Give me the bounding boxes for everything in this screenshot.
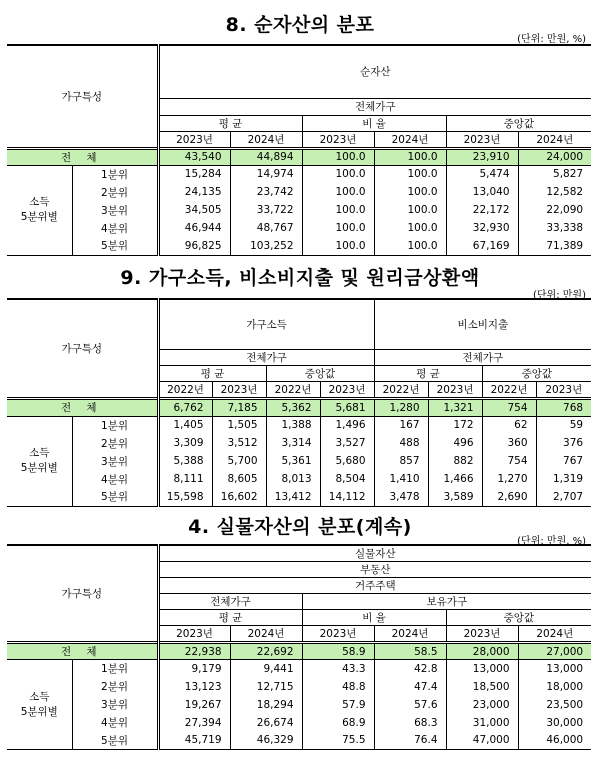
quintile-label-line2: 5분위별 [20, 705, 58, 718]
quintile-label: 5분위 [72, 488, 158, 506]
table-cell: 100.0 [374, 148, 446, 165]
table-cell: 1,466 [428, 470, 482, 488]
table-cell: 5,388 [158, 452, 212, 470]
quintile-label: 5분위 [72, 237, 158, 255]
table-cell: 67,169 [446, 237, 518, 255]
measure-header: 평 균 [374, 365, 482, 381]
table-cell: 1,270 [482, 470, 536, 488]
year-header: 2023년 [446, 626, 518, 643]
table-cell: 768 [536, 398, 591, 416]
table-cell: 46,000 [518, 732, 591, 750]
group-header: 실물자산 [158, 545, 591, 562]
quintile-label: 1분위 [72, 660, 158, 678]
table-cell: 48.8 [302, 678, 374, 696]
table-cell: 6,762 [158, 398, 212, 416]
table-cell: 1,280 [374, 398, 428, 416]
table-cell: 1,496 [320, 416, 374, 434]
year-header: 2024년 [374, 626, 446, 643]
table-cell: 28,000 [446, 643, 518, 660]
year-header: 2022년 [482, 381, 536, 398]
year-header: 2023년 [320, 381, 374, 398]
year-header: 2024년 [230, 131, 302, 148]
measure-header: 평 균 [158, 365, 266, 381]
year-header: 2024년 [230, 626, 302, 643]
table-cell: 5,700 [212, 452, 266, 470]
measure-header: 중앙값 [482, 365, 591, 381]
year-header: 2023년 [212, 381, 266, 398]
table-cell: 767 [536, 452, 591, 470]
table-cell: 42.8 [374, 660, 446, 678]
income-expenditure-table [7, 298, 591, 507]
year-header: 2022년 [374, 381, 428, 398]
table-cell: 14,112 [320, 488, 374, 506]
quintile-label: 3분위 [72, 696, 158, 714]
table-cell: 23,910 [446, 148, 518, 165]
table-cell: 22,172 [446, 201, 518, 219]
table-cell: 1,319 [536, 470, 591, 488]
table-cell: 13,123 [158, 678, 230, 696]
table-cell: 31,000 [446, 714, 518, 732]
table-cell: 15,598 [158, 488, 212, 506]
table-cell: 71,389 [518, 237, 591, 255]
subgroup-header: 부동산 [158, 562, 591, 578]
table-cell: 23,000 [446, 696, 518, 714]
table-cell: 488 [374, 434, 428, 452]
table-cell: 8,605 [212, 470, 266, 488]
table-cell: 62 [482, 416, 536, 434]
quintile-label: 4분위 [72, 219, 158, 237]
quintile-label-line1: 소득 [29, 196, 50, 208]
table-cell: 57.9 [302, 696, 374, 714]
table-cell: 30,000 [518, 714, 591, 732]
table-cell: 882 [428, 452, 482, 470]
table-cell: 44,894 [230, 148, 302, 165]
year-header: 2024년 [518, 626, 591, 643]
table-cell: 34,505 [158, 201, 230, 219]
table-cell: 100.0 [374, 201, 446, 219]
table-cell: 27,000 [518, 643, 591, 660]
table-cell: 33,338 [518, 219, 591, 237]
table-cell: 68.9 [302, 714, 374, 732]
quintile-label-line2: 5분위별 [20, 211, 58, 223]
year-header: 2023년 [446, 131, 518, 148]
table-cell: 13,000 [518, 660, 591, 678]
measure-header: 평 균 [158, 115, 302, 131]
table-cell: 47,000 [446, 732, 518, 750]
table-cell: 3,527 [320, 434, 374, 452]
table-cell: 27,394 [158, 714, 230, 732]
measure-header: 중앙값 [266, 365, 374, 381]
table-cell: 19,267 [158, 696, 230, 714]
table-cell: 5,362 [266, 398, 320, 416]
table-cell: 5,681 [320, 398, 374, 416]
table-cell: 13,040 [446, 183, 518, 201]
section-title: 9. 가구소득, 비소비지출 및 원리금상환액 [120, 267, 480, 289]
table-cell: 16,602 [212, 488, 266, 506]
table-cell: 100.0 [374, 165, 446, 183]
table-cell: 5,474 [446, 165, 518, 183]
table-cell: 43.3 [302, 660, 374, 678]
quintile-label: 3분위 [72, 452, 158, 470]
table-cell: 12,715 [230, 678, 302, 696]
table-cell: 45,719 [158, 732, 230, 750]
year-header: 2023년 [158, 131, 230, 148]
table-cell: 3,314 [266, 434, 320, 452]
table-cell: 754 [482, 398, 536, 416]
quintile-label: 2분위 [72, 183, 158, 201]
table-cell: 22,090 [518, 201, 591, 219]
year-header: 2024년 [374, 131, 446, 148]
table-cell: 18,294 [230, 696, 302, 714]
unit-note: (단위: 만원) [533, 290, 586, 301]
table-cell: 14,974 [230, 165, 302, 183]
year-header: 2023년 [428, 381, 482, 398]
total-label: 전 체 [7, 148, 158, 165]
subgroup-header: 전체가구 [374, 349, 591, 365]
subgroup-header: 거주주택 [158, 578, 591, 594]
section-title: 8. 순자산의 분포 [225, 14, 375, 36]
table-cell: 100.0 [302, 165, 374, 183]
table-cell: 3,512 [212, 434, 266, 452]
table-cell: 7,185 [212, 398, 266, 416]
table-cell: 47.4 [374, 678, 446, 696]
table-cell: 8,504 [320, 470, 374, 488]
table-cell: 8,013 [266, 470, 320, 488]
subgroup-header: 보유가구 [302, 594, 591, 610]
table-cell: 75.5 [302, 732, 374, 750]
subgroup-header: 전체가구 [158, 98, 591, 115]
year-header: 2024년 [518, 131, 591, 148]
quintile-label: 1분위 [72, 416, 158, 434]
year-header: 2023년 [302, 626, 374, 643]
table-cell: 5,680 [320, 452, 374, 470]
unit-note: (단위: 만원, %) [517, 34, 586, 45]
table-cell: 172 [428, 416, 482, 434]
table-cell: 57.6 [374, 696, 446, 714]
table-cell: 46,944 [158, 219, 230, 237]
table-cell: 13,412 [266, 488, 320, 506]
table-cell: 96,825 [158, 237, 230, 255]
total-label: 전 체 [7, 643, 158, 660]
table-cell: 103,252 [230, 237, 302, 255]
table-cell: 167 [374, 416, 428, 434]
quintile-label: 4분위 [72, 470, 158, 488]
year-header: 2023년 [302, 131, 374, 148]
table-cell: 23,500 [518, 696, 591, 714]
measure-header: 평 균 [158, 610, 302, 626]
table-cell: 13,000 [446, 660, 518, 678]
table-cell: 48,767 [230, 219, 302, 237]
table-cell: 100.0 [374, 183, 446, 201]
real-assets-table [7, 544, 591, 750]
table-cell: 1,410 [374, 470, 428, 488]
table-cell: 76.4 [374, 732, 446, 750]
quintile-label: 2분위 [72, 678, 158, 696]
table-cell: 59 [536, 416, 591, 434]
table-cell: 58.5 [374, 643, 446, 660]
table-cell: 100.0 [302, 183, 374, 201]
table-cell: 100.0 [302, 201, 374, 219]
table-cell: 1,388 [266, 416, 320, 434]
quintile-label: 1분위 [72, 165, 158, 183]
group-header: 가구소득 [158, 299, 374, 349]
row-header: 가구특성 [61, 90, 103, 103]
net-assets-table [7, 44, 591, 256]
year-header: 2023년 [158, 626, 230, 643]
quintile-label-line1: 소득 [29, 447, 50, 459]
table-cell: 15,284 [158, 165, 230, 183]
quintile-group-label [7, 416, 72, 506]
quintile-label-line2: 5분위별 [20, 462, 58, 474]
table-cell: 754 [482, 452, 536, 470]
table-cell: 18,000 [518, 678, 591, 696]
quintile-group-label [7, 165, 72, 255]
group-header: 순자산 [158, 45, 591, 98]
table-cell: 1,321 [428, 398, 482, 416]
measure-header: 비 율 [302, 610, 446, 626]
subgroup-header: 전체가구 [158, 594, 302, 610]
table-cell: 100.0 [302, 237, 374, 255]
total-label: 전 체 [7, 398, 158, 416]
row-header: 가구특성 [61, 588, 103, 600]
table-cell: 3,589 [428, 488, 482, 506]
table-cell: 2,690 [482, 488, 536, 506]
table-cell: 24,000 [518, 148, 591, 165]
unit-note: (단위: 만원, %) [517, 536, 586, 547]
year-header: 2022년 [158, 381, 212, 398]
measure-header: 중앙값 [446, 610, 591, 626]
table-cell: 360 [482, 434, 536, 452]
table-cell: 33,722 [230, 201, 302, 219]
measure-header: 중앙값 [446, 115, 591, 131]
table-cell: 9,179 [158, 660, 230, 678]
quintile-label: 2분위 [72, 434, 158, 452]
table-cell: 3,478 [374, 488, 428, 506]
table-cell: 26,674 [230, 714, 302, 732]
table-cell: 18,500 [446, 678, 518, 696]
subgroup-header: 전체가구 [158, 349, 374, 365]
quintile-label: 3분위 [72, 201, 158, 219]
table-cell: 100.0 [302, 219, 374, 237]
table-cell: 5,361 [266, 452, 320, 470]
row-header: 가구특성 [61, 342, 103, 355]
table-cell: 58.9 [302, 643, 374, 660]
table-cell: 9,441 [230, 660, 302, 678]
table-cell: 2,707 [536, 488, 591, 506]
table-cell: 8,111 [158, 470, 212, 488]
table-cell: 68.3 [374, 714, 446, 732]
table-cell: 496 [428, 434, 482, 452]
quintile-label: 4분위 [72, 714, 158, 732]
year-header: 2023년 [536, 381, 591, 398]
table-cell: 376 [536, 434, 591, 452]
table-cell: 100.0 [302, 148, 374, 165]
table-cell: 100.0 [374, 237, 446, 255]
table-cell: 5,827 [518, 165, 591, 183]
table-cell: 43,540 [158, 148, 230, 165]
year-header: 2022년 [266, 381, 320, 398]
table-cell: 1,505 [212, 416, 266, 434]
table-cell: 22,938 [158, 643, 230, 660]
table-cell: 32,930 [446, 219, 518, 237]
group-header: 비소비지출 [374, 299, 591, 349]
quintile-group-label [7, 660, 72, 750]
section-title: 4. 실물자산의 분포(계속) [188, 516, 412, 538]
table-cell: 1,405 [158, 416, 212, 434]
table-cell: 22,692 [230, 643, 302, 660]
table-cell: 3,309 [158, 434, 212, 452]
table-cell: 23,742 [230, 183, 302, 201]
table-cell: 857 [374, 452, 428, 470]
table-cell: 46,329 [230, 732, 302, 750]
table-cell: 100.0 [374, 219, 446, 237]
quintile-label-line1: 소득 [29, 690, 50, 703]
table-cell: 12,582 [518, 183, 591, 201]
table-cell: 24,135 [158, 183, 230, 201]
measure-header: 비 율 [302, 115, 446, 131]
quintile-label: 5분위 [72, 732, 158, 750]
